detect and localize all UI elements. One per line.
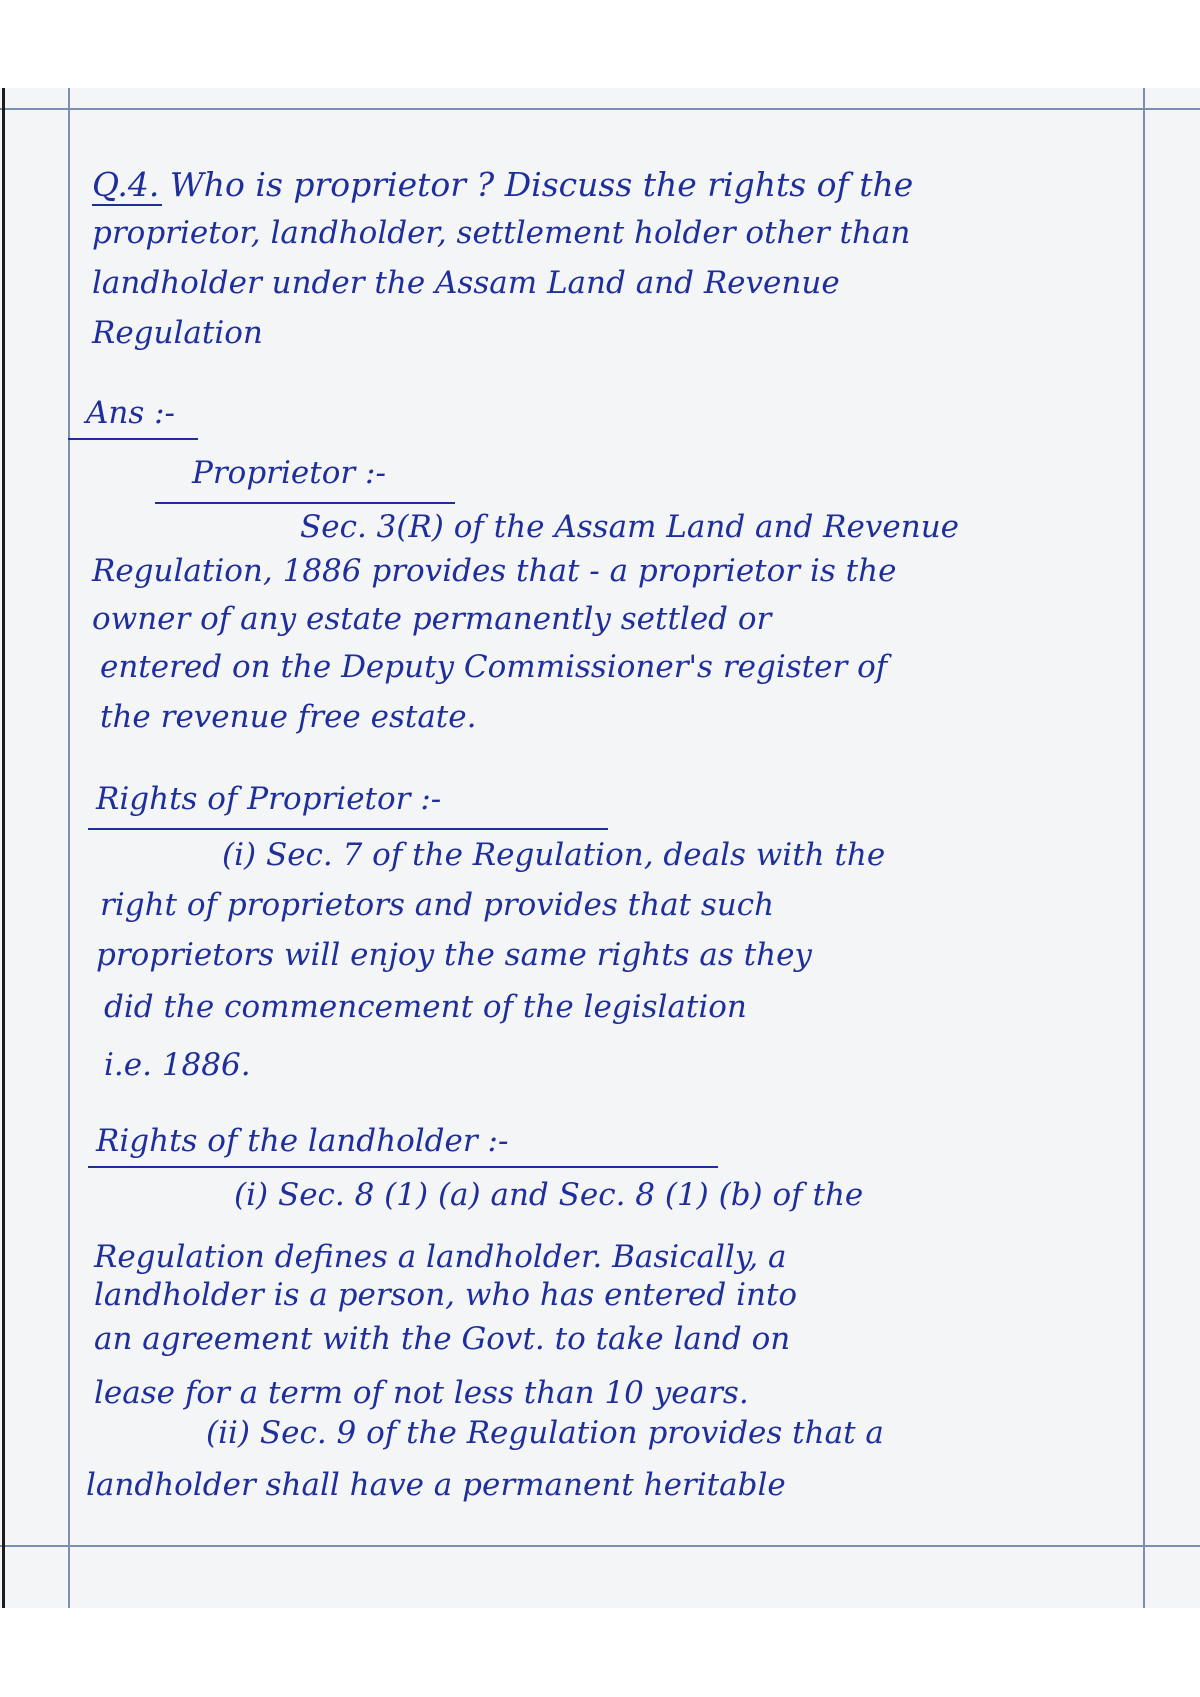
body-line: i.e. 1886. xyxy=(104,1047,251,1083)
body-line: Regulation, 1886 provides that - a proprietor is the xyxy=(92,553,897,589)
body-line: landholder shall have a permanent heritable xyxy=(86,1467,786,1503)
body-line: an agreement with the Govt. to take land on xyxy=(94,1321,791,1357)
body-line: Sec. 3(R) of the Assam Land and Revenue xyxy=(300,509,960,545)
section-heading-underline xyxy=(88,1166,718,1168)
body-line: owner of any estate permanently settled or xyxy=(92,601,772,637)
body-line: entered on the Deputy Commissioner's register of xyxy=(100,649,888,685)
right-margin-rule xyxy=(1143,88,1145,1608)
body-line: lease for a term of not less than 10 years. xyxy=(94,1375,749,1411)
section-heading: Rights of Proprietor :- xyxy=(96,781,442,817)
answer-label: Ans :- xyxy=(86,395,176,431)
left-margin-rule xyxy=(68,88,70,1608)
question-line: landholder under the Assam Land and Revenue xyxy=(92,265,840,301)
body-line: did the commencement of the legislation xyxy=(104,989,747,1025)
body-line: (i) Sec. 7 of the Regulation, deals with the xyxy=(222,837,886,873)
top-rule xyxy=(0,108,1200,110)
body-line: right of proprietors and provides that such xyxy=(100,887,775,923)
section-heading-underline xyxy=(88,828,608,830)
body-line: landholder is a person, who has entered into xyxy=(94,1277,798,1313)
question-line: Q.4. Who is proprietor ? Discuss the rights of the xyxy=(92,165,914,204)
body-line: (i) Sec. 8 (1) (a) and Sec. 8 (1) (b) of the xyxy=(234,1177,864,1213)
section-heading: Proprietor :- xyxy=(192,455,386,491)
question-number-underline xyxy=(92,204,162,206)
section-heading-underline xyxy=(155,502,455,504)
question-line: Regulation xyxy=(92,315,263,351)
section-heading: Rights of the landholder :- xyxy=(96,1123,509,1159)
body-line: proprietors will enjoy the same rights as they xyxy=(96,937,812,973)
page-edge xyxy=(2,88,5,1608)
body-line: the revenue free estate. xyxy=(100,699,477,735)
bottom-rule xyxy=(0,1545,1200,1547)
body-line: (ii) Sec. 9 of the Regulation provides that a xyxy=(206,1415,884,1451)
answer-label-underline xyxy=(68,438,198,440)
body-line: Regulation defines a landholder. Basically, a xyxy=(94,1239,787,1275)
question-line: proprietor, landholder, settlement holder other than xyxy=(92,215,911,251)
